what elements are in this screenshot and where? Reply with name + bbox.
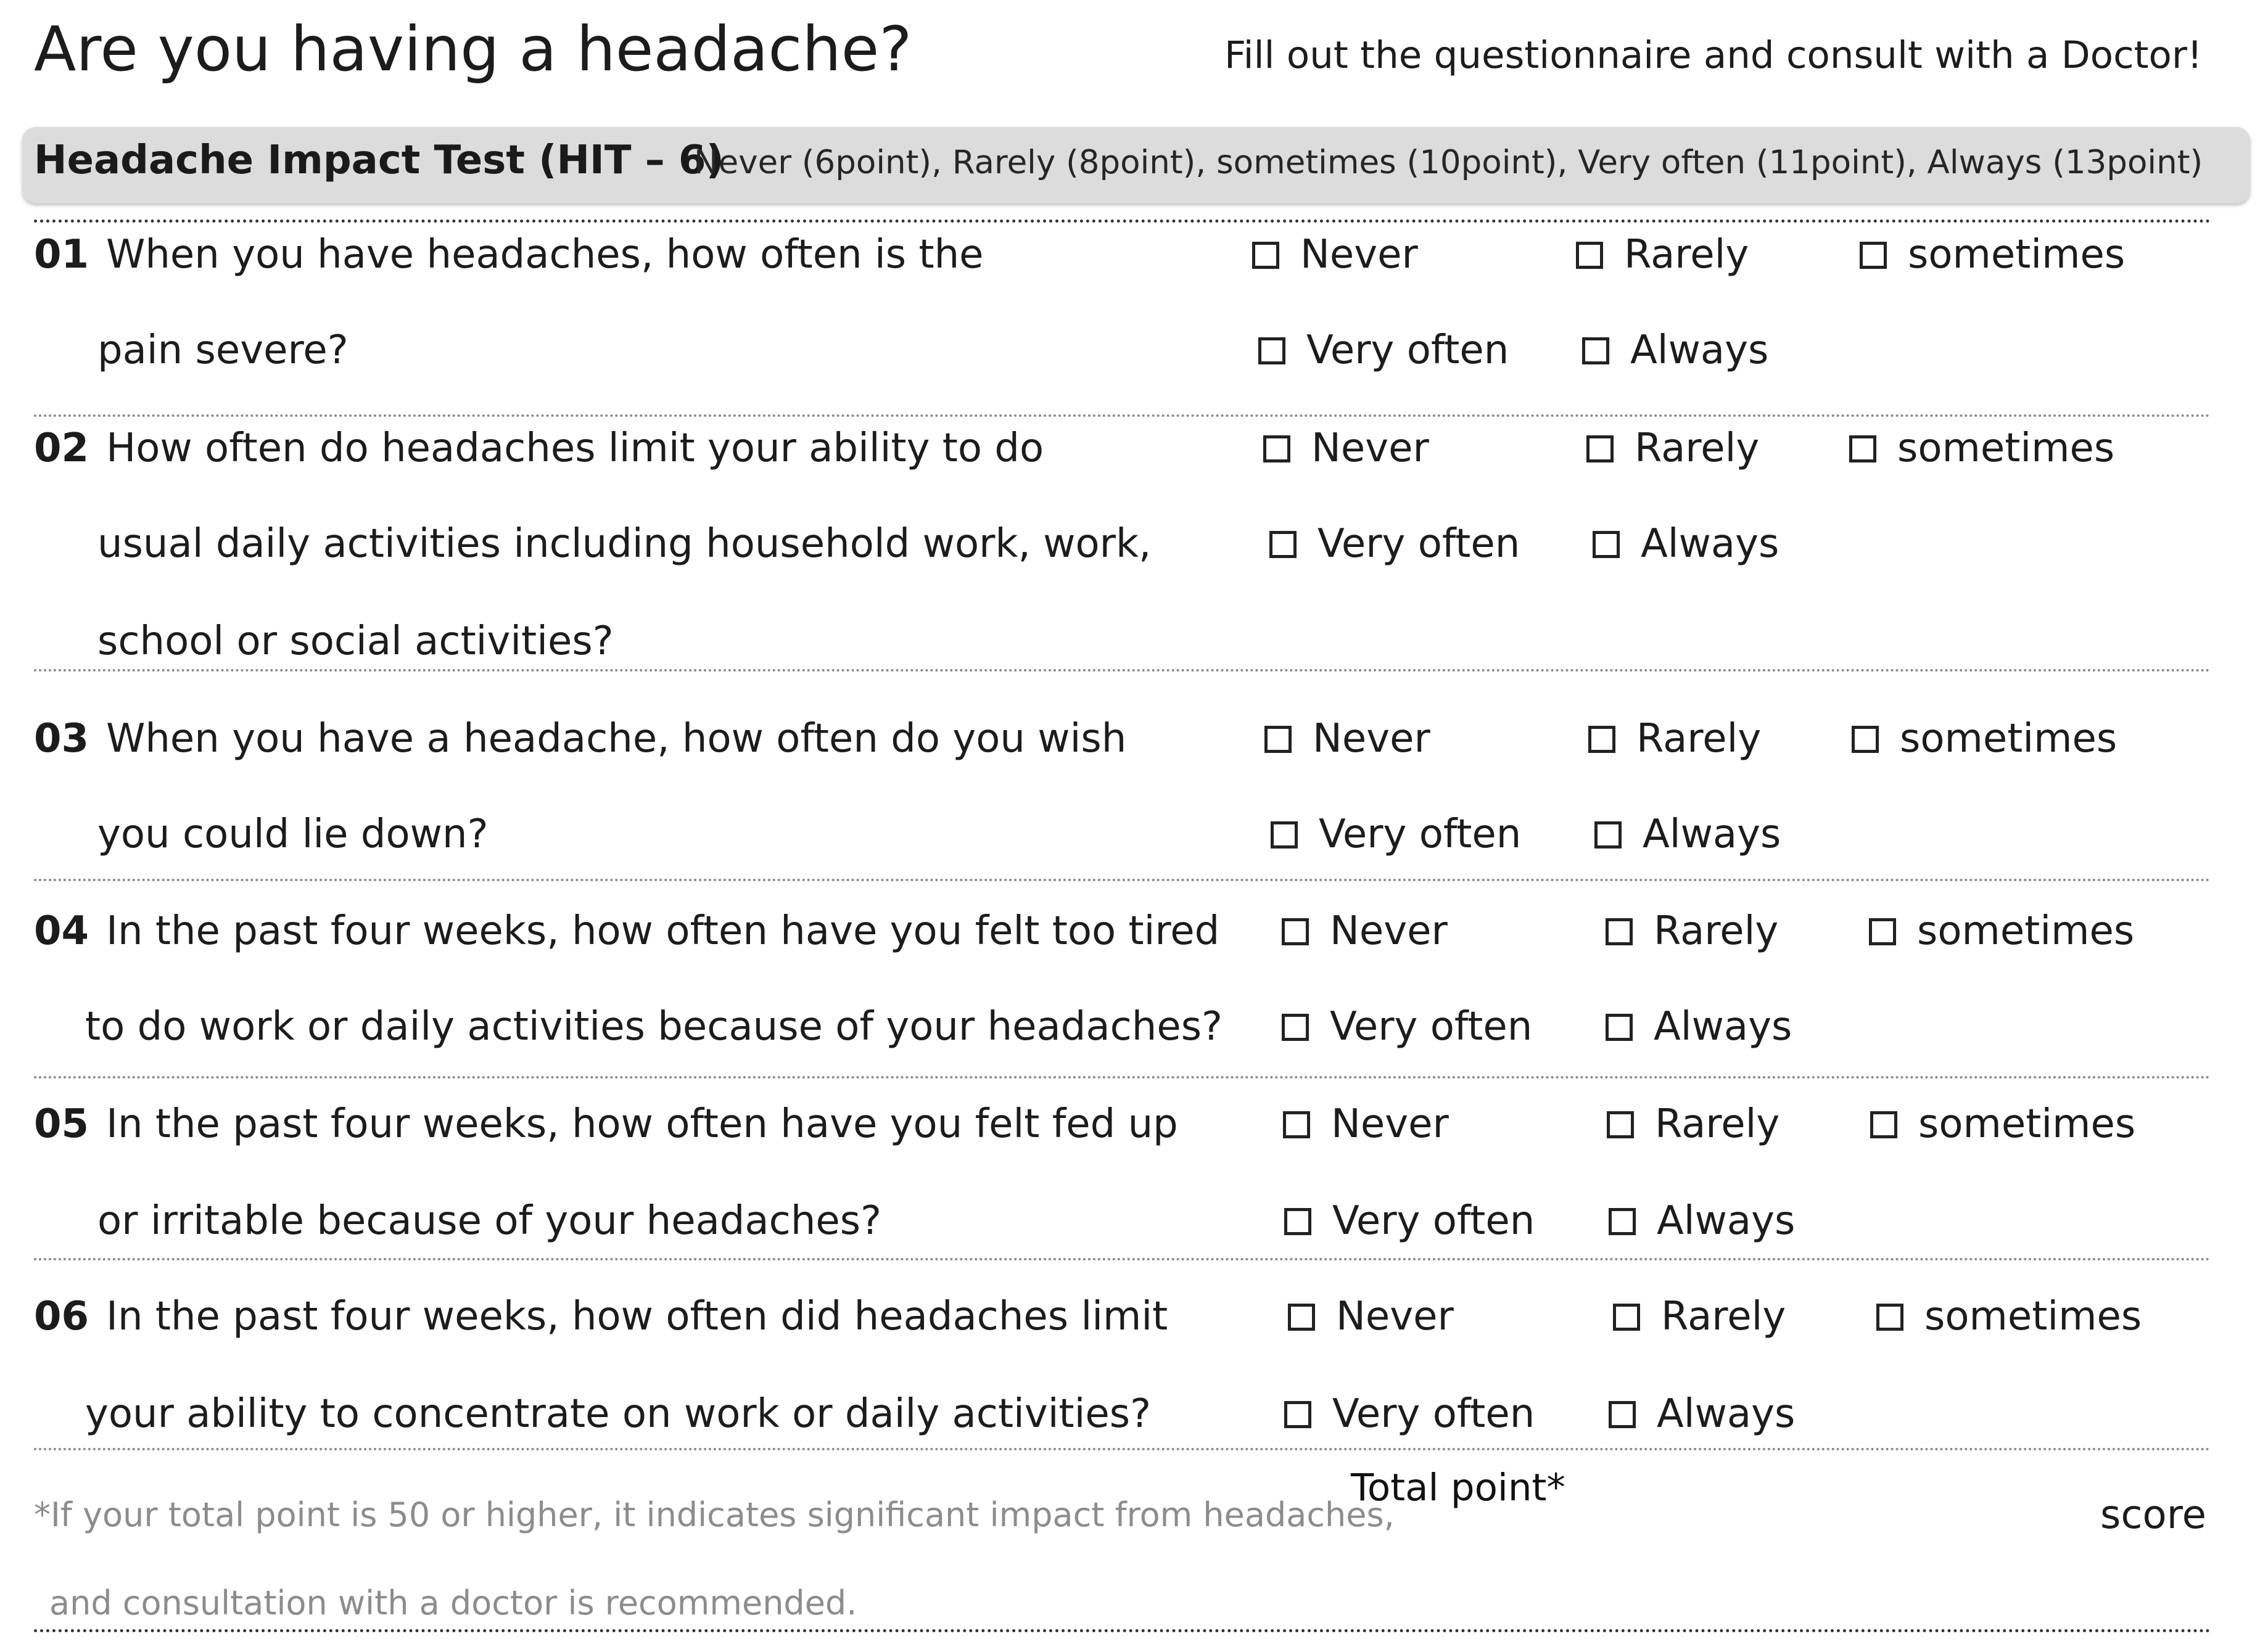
checkbox[interactable] xyxy=(1594,821,1622,849)
q04-option-never[interactable]: Never xyxy=(1282,903,1448,959)
q06-option-never[interactable]: Never xyxy=(1288,1289,1454,1344)
checkbox[interactable] xyxy=(1283,1111,1310,1138)
checkbox[interactable] xyxy=(1288,1304,1315,1331)
q02-option-very-often[interactable]: Very often xyxy=(1269,516,1520,572)
q06-option-sometimes[interactable]: sometimes xyxy=(1876,1289,2142,1344)
q02-option-sometimes[interactable]: sometimes xyxy=(1849,421,2114,476)
checkbox[interactable] xyxy=(1870,1111,1897,1138)
checkbox[interactable] xyxy=(1284,1208,1311,1235)
footnote-continued: and consultation with a doctor is recommended. xyxy=(49,1584,857,1622)
checkbox[interactable] xyxy=(1271,821,1298,849)
question-number: 01 xyxy=(34,232,89,277)
q03-option-rarely[interactable]: Rarely xyxy=(1588,711,1761,766)
q03-option-always[interactable]: Always xyxy=(1594,807,1781,862)
checkbox[interactable] xyxy=(1607,1111,1634,1138)
question-text: In the past four weeks, how often have you felt fed up xyxy=(106,1101,1178,1147)
question-text-continued: your ability to concentrate on work or daily activities? xyxy=(85,1391,1152,1437)
q06-option-rarely[interactable]: Rarely xyxy=(1613,1289,1786,1344)
q04-option-very-often[interactable]: Very often xyxy=(1282,999,1532,1054)
checkbox[interactable] xyxy=(1606,918,1633,945)
question-text-continued: usual daily activities including household work, work, xyxy=(97,521,1152,567)
checkbox[interactable] xyxy=(1588,726,1615,753)
question-number: 02 xyxy=(34,425,89,471)
q02-option-rarely[interactable]: Rarely xyxy=(1586,421,1759,476)
question-text: When you have headaches, how often is the xyxy=(106,232,984,277)
question-02 xyxy=(34,421,1044,476)
question-text-continued: to do work or daily activities because of your headaches? xyxy=(85,1004,1223,1050)
q01-option-never[interactable]: Never xyxy=(1252,227,1418,282)
footnote: *If your total point is 50 or higher, it indicates significant impact from headaches, xyxy=(34,1495,1395,1534)
checkbox[interactable] xyxy=(1876,1304,1903,1331)
question-text-continued: or irritable because of your headaches? xyxy=(97,1198,882,1244)
checkbox[interactable] xyxy=(1284,1401,1311,1428)
checkbox[interactable] xyxy=(1258,337,1285,364)
q03-option-very-often[interactable]: Very often xyxy=(1271,807,1521,862)
question-05 xyxy=(34,1096,1178,1152)
q05-option-always[interactable]: Always xyxy=(1609,1193,1795,1249)
question-text-continued: you could lie down? xyxy=(97,812,489,857)
q01-option-sometimes[interactable]: sometimes xyxy=(1860,227,2125,282)
row-separator xyxy=(34,879,2211,881)
q04-option-rarely[interactable]: Rarely xyxy=(1606,903,1778,959)
test-scale-legend: Never (6point), Rarely (8point), sometimes (10point), Very often (11point), Always (13point) xyxy=(694,144,2203,181)
row-separator xyxy=(34,669,2211,672)
q04-option-always[interactable]: Always xyxy=(1606,999,1792,1054)
q04-option-sometimes[interactable]: sometimes xyxy=(1869,903,2134,959)
checkbox[interactable] xyxy=(1609,1401,1636,1428)
checkbox[interactable] xyxy=(1852,726,1879,753)
question-number: 03 xyxy=(34,716,89,762)
row-separator xyxy=(34,1258,2211,1260)
q06-option-very-often[interactable]: Very often xyxy=(1284,1386,1535,1442)
question-number: 04 xyxy=(34,908,89,954)
question-text: In the past four weeks, how often have you felt too tired xyxy=(106,908,1220,954)
checkbox[interactable] xyxy=(1263,435,1290,462)
q02-option-always[interactable]: Always xyxy=(1593,516,1779,572)
q05-option-sometimes[interactable]: sometimes xyxy=(1870,1096,2135,1152)
checkbox[interactable] xyxy=(1586,435,1614,462)
q01-option-always[interactable]: Always xyxy=(1582,323,1768,378)
checkbox[interactable] xyxy=(1609,1208,1636,1235)
question-number: 05 xyxy=(34,1101,89,1147)
question-01 xyxy=(34,227,984,282)
checkbox[interactable] xyxy=(1252,242,1279,269)
question-text-continued: pain severe? xyxy=(97,327,348,373)
bottom-separator xyxy=(34,1629,2211,1632)
total-point-label: Total point* xyxy=(1351,1466,1565,1510)
question-06 xyxy=(34,1289,1168,1344)
question-number: 06 xyxy=(34,1294,89,1339)
checkbox[interactable] xyxy=(1869,918,1896,945)
question-text: How often do headaches limit your ability to do xyxy=(106,425,1044,471)
q01-option-rarely[interactable]: Rarely xyxy=(1576,227,1749,282)
checkbox[interactable] xyxy=(1606,1014,1633,1041)
checkbox[interactable] xyxy=(1282,1014,1309,1041)
q05-option-rarely[interactable]: Rarely xyxy=(1607,1096,1779,1152)
checkbox[interactable] xyxy=(1264,726,1292,753)
score-label: score xyxy=(2100,1492,2206,1538)
top-separator xyxy=(34,220,2211,223)
q05-option-never[interactable]: Never xyxy=(1283,1096,1449,1152)
row-separator xyxy=(34,414,2211,417)
test-title: Headache Impact Test (HIT – 6) xyxy=(34,138,724,183)
q05-option-very-often[interactable]: Very often xyxy=(1284,1193,1535,1249)
checkbox[interactable] xyxy=(1576,242,1603,269)
question-text: In the past four weeks, how often did headaches limit xyxy=(106,1294,1168,1339)
checkbox[interactable] xyxy=(1269,531,1297,558)
q01-option-very-often[interactable]: Very often xyxy=(1258,323,1509,378)
q03-option-sometimes[interactable]: sometimes xyxy=(1852,711,2117,766)
checkbox[interactable] xyxy=(1282,918,1309,945)
page-subtitle: Fill out the questionnaire and consult with a Doctor! xyxy=(1224,33,2203,77)
q03-option-never[interactable]: Never xyxy=(1264,711,1430,766)
question-04 xyxy=(34,903,1219,959)
checkbox[interactable] xyxy=(1593,531,1620,558)
checkbox[interactable] xyxy=(1613,1304,1640,1331)
q02-option-never[interactable]: Never xyxy=(1263,421,1429,476)
q06-option-always[interactable]: Always xyxy=(1609,1386,1795,1442)
checkbox[interactable] xyxy=(1860,242,1887,269)
page-title: Are you having a headache? xyxy=(34,13,912,85)
row-separator xyxy=(34,1076,2211,1079)
question-text: When you have a headache, how often do you wish xyxy=(106,716,1127,762)
row-separator xyxy=(34,1448,2211,1450)
checkbox[interactable] xyxy=(1582,337,1609,364)
checkbox[interactable] xyxy=(1849,435,1876,462)
question-03 xyxy=(34,711,1126,766)
question-text-continued: school or social activities? xyxy=(97,618,614,664)
